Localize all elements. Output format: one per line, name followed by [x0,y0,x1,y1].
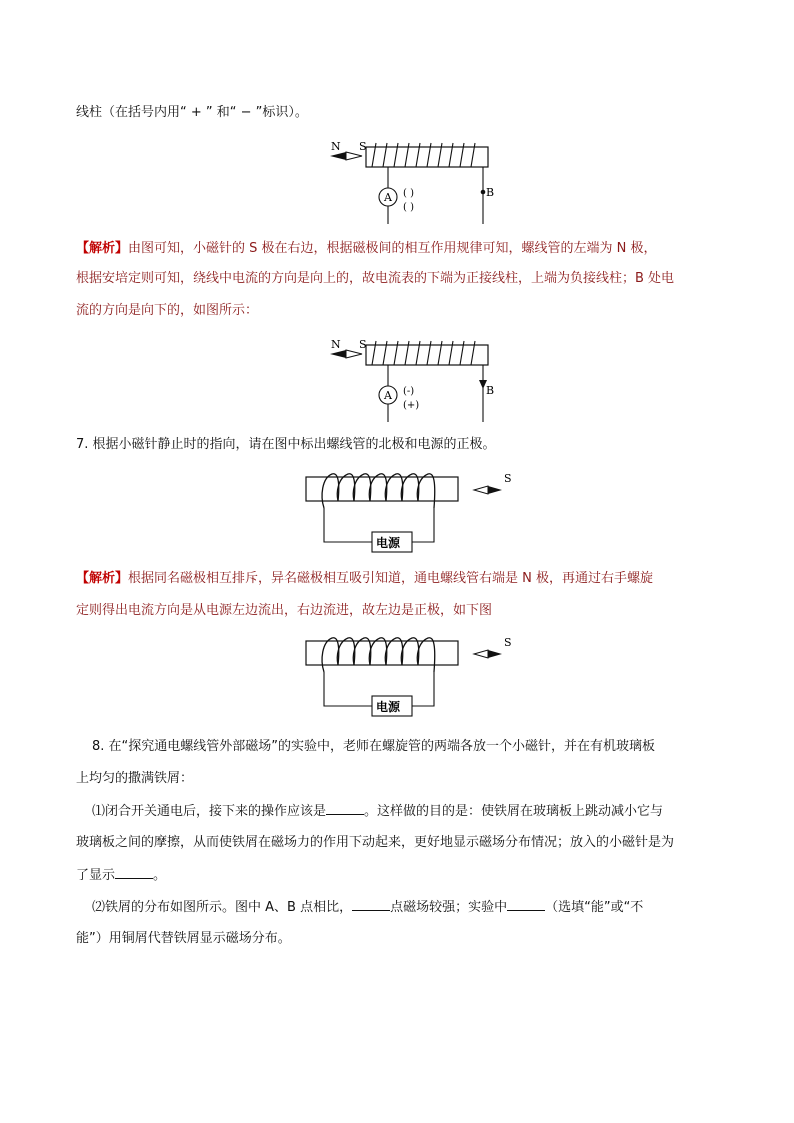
solution-7-tag: 【解析】 [76,571,129,586]
question-8-part-1-line-3 [76,866,166,885]
fig2-n-label: N [331,338,341,351]
fig1-bracket-top: ( ) [403,188,414,199]
q8-p2-text-b: 点磁场较强；实验中 [390,900,508,915]
figure-1-solenoid-ammeter [326,136,496,226]
fig3-coil [322,474,435,508]
q8-blank-2[interactable] [115,866,153,879]
fig3-power-label: 电源 [376,536,401,550]
q8-p1-text-b: 。这样做的目的是：使铁屑在玻璃板上跳动减小它与 [364,804,664,819]
intro-line: 线柱（在括号内用“ + ” 和“ − ”标识）。 [76,105,308,120]
fig4-compass-needle [474,650,502,658]
figure-2-solenoid-ammeter-answer [326,334,496,424]
fig2-compass-needle [330,350,362,358]
q8-blank-3[interactable] [352,898,390,911]
q8-blank-4[interactable] [507,898,545,911]
solution-1-line-1 [76,240,657,258]
fig2-sign-top: (-) [403,386,415,397]
fig4-power-label: 电源 [376,700,401,714]
question-7: 7. 根据小磁针静止时的指向，请在图中标出螺线管的北极和电源的正极。 [76,437,496,452]
fig1-b-label: B [486,186,495,199]
solution-7-line-1 [76,570,653,588]
fig2-s-label: S [359,338,367,351]
fig1-compass-needle [330,152,362,160]
solution-7-text-1: 根据同名磁极相互排斥，异名磁极相互吸引知道，通电螺线管右端是 N 极，再通过右手螺旋 [128,571,654,586]
fig1-bracket-bottom: ( ) [403,202,414,213]
figure-3-solenoid-power [302,466,532,556]
fig1-s-label: S [359,140,367,153]
fig4-coil [322,638,435,672]
fig3-s-label: S [504,472,512,485]
fig2-sign-bottom: (+) [403,400,420,411]
fig3-compass-needle [474,486,502,494]
q8-p1-text-d: 了显示 [76,868,116,883]
q8-blank-1[interactable] [326,802,364,815]
fig1-n-label: N [331,140,341,153]
question-8-part-2-line-1 [92,898,643,917]
fig2-b-label: B [486,384,495,397]
solution-1-tag: 【解析】 [76,241,129,256]
q8-p2-text-a: ⑵铁屑的分布如图所示。图中 A、B 点相比， [92,900,353,915]
figure-4-solenoid-power-answer [302,630,532,720]
fig4-s-label: S [504,636,512,649]
q8-p1-text-a: ⑴闭合开关通电后，接下来的操作应该是 [92,804,327,819]
question-8-line-1: 8. 在“探究通电螺线管外部磁场”的实验中，老师在螺旋管的两端各放一个小磁针，并在有机玻璃板 [92,739,656,754]
q8-p1-text-e: 。 [153,868,167,883]
question-8-part-2-line-2: 能”）用铜屑代替铁屑显示磁场分布。 [76,931,291,946]
question-8-part-1-line-1 [92,802,663,821]
solution-7-line-2: 定则得出电流方向是从电源左边流出，右边流进，故左边是正极，如下图 [76,603,493,618]
solution-1-line-3: 流的方向是向下的，如图所示： [76,303,259,318]
fig1-ammeter-label: A [384,191,392,204]
solution-1-line-2: 根据安培定则可知，绕线中电流的方向是向上的，故电流表的下端为正接线柱，上端为负接线柱；B 处电 [76,271,675,286]
solution-1-text-1: 由图可知，小磁针的 S 极在右边，根据磁极间的相互作用规律可知，螺线管的左端为 N 极， [128,241,657,256]
question-8-line-2: 上均匀的撒满铁屑： [76,771,194,786]
q8-p2-text-c: （选填“能”或“不 [545,900,644,915]
fig2-ammeter-label: A [384,389,392,402]
fig1-point-b [481,190,486,195]
question-8-part-1-line-2: 玻璃板之间的摩擦，从而使铁屑在磁场力的作用下动起来，更好地显示磁场分布情况；放入的小磁针是为 [76,835,675,850]
